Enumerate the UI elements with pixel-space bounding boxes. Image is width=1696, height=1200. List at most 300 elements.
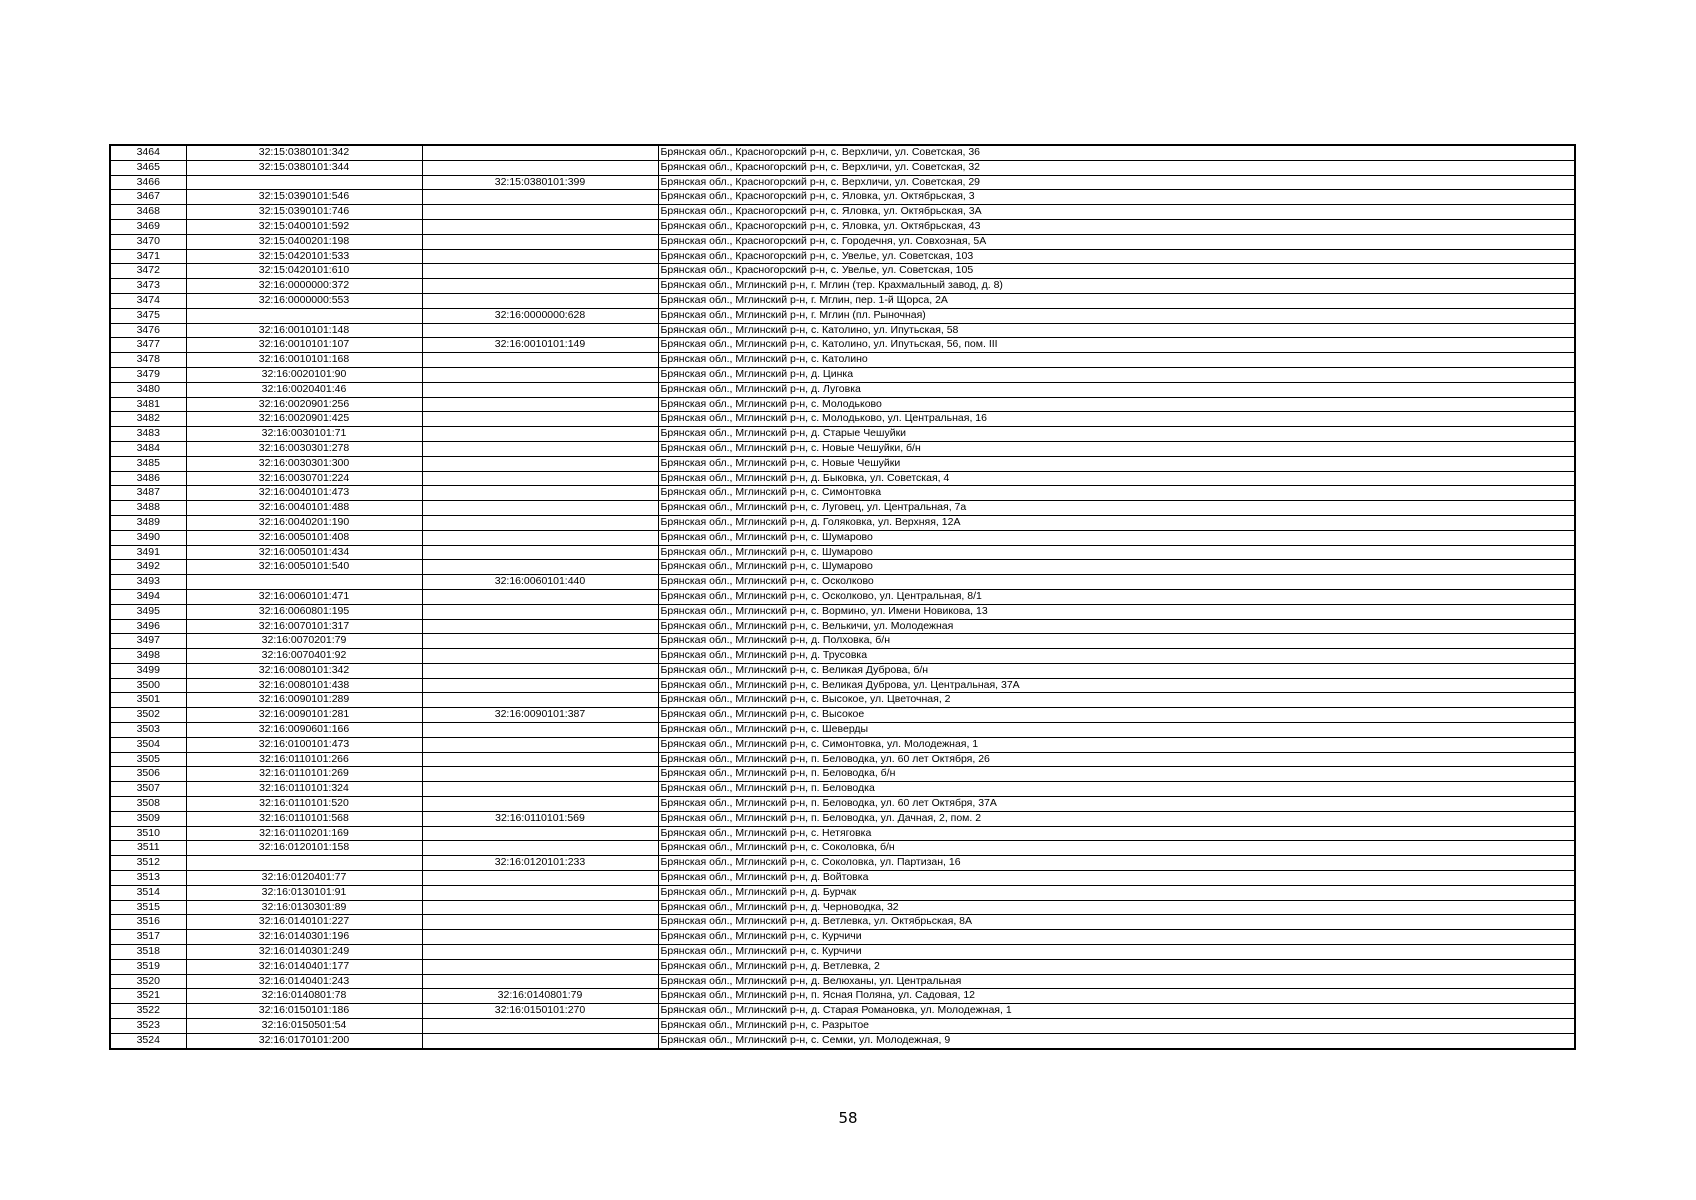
row-number-cell: 3508	[110, 797, 186, 812]
row-number-cell: 3496	[110, 619, 186, 634]
row-number-cell: 3515	[110, 900, 186, 915]
cadastral-number-cell: 32:15:0390101:546	[186, 190, 422, 205]
row-number-cell: 3516	[110, 915, 186, 930]
address-cell: Брянская обл., Мглинский р-н, с. Симонтовка	[658, 486, 1575, 501]
cadastral-number-cell	[186, 308, 422, 323]
address-cell: Брянская обл., Мглинский р-н, д. Войтовка	[658, 871, 1575, 886]
cadastral-number-cell	[186, 856, 422, 871]
address-cell: Брянская обл., Мглинский р-н, д. Ветлевка, ул. Октябрьская, 8А	[658, 915, 1575, 930]
secondary-cadastral-number-cell: 32:16:0010101:149	[422, 338, 658, 353]
address-cell: Брянская обл., Мглинский р-н, д. Бурчак	[658, 885, 1575, 900]
secondary-cadastral-number-cell: 32:16:0120101:233	[422, 856, 658, 871]
secondary-cadastral-number-cell	[422, 959, 658, 974]
row-number-cell: 3466	[110, 175, 186, 190]
address-cell: Брянская обл., Мглинский р-н, г. Мглин (пл. Рыночная)	[658, 308, 1575, 323]
table-row	[110, 589, 1575, 604]
row-number-cell: 3475	[110, 308, 186, 323]
secondary-cadastral-number-cell	[422, 279, 658, 294]
secondary-cadastral-number-cell	[422, 1019, 658, 1034]
secondary-cadastral-number-cell	[422, 145, 658, 160]
table-row	[110, 190, 1575, 205]
secondary-cadastral-number-cell	[422, 782, 658, 797]
table-row	[110, 264, 1575, 279]
row-number-cell: 3507	[110, 782, 186, 797]
page-number: 58	[838, 1109, 858, 1127]
address-cell: Брянская обл., Мглинский р-н, с. Молодьково, ул. Центральная, 16	[658, 412, 1575, 427]
address-cell: Брянская обл., Мглинский р-н, с. Новые Чешуйки	[658, 456, 1575, 471]
cadastral-number-cell: 32:16:0140401:177	[186, 959, 422, 974]
table-row	[110, 871, 1575, 886]
table-row	[110, 856, 1575, 871]
cadastral-number-cell: 32:16:0020901:256	[186, 397, 422, 412]
secondary-cadastral-number-cell	[422, 693, 658, 708]
table-row	[110, 604, 1575, 619]
address-cell: Брянская обл., Мглинский р-н, д. Цинка	[658, 367, 1575, 382]
table-row	[110, 427, 1575, 442]
row-number-cell: 3474	[110, 293, 186, 308]
table-row	[110, 1033, 1575, 1048]
secondary-cadastral-number-cell	[422, 634, 658, 649]
table-row	[110, 175, 1575, 190]
address-cell: Брянская обл., Мглинский р-н, д. Старая Романовка, ул. Молодежная, 1	[658, 1004, 1575, 1019]
cadastral-number-cell: 32:16:0090601:166	[186, 723, 422, 738]
table-row	[110, 959, 1575, 974]
row-number-cell: 3502	[110, 708, 186, 723]
cadastral-number-cell: 32:16:0010101:168	[186, 353, 422, 368]
cadastral-number-cell: 32:16:0020401:46	[186, 382, 422, 397]
table-row	[110, 782, 1575, 797]
row-number-cell: 3510	[110, 826, 186, 841]
secondary-cadastral-number-cell	[422, 945, 658, 960]
row-number-cell: 3469	[110, 219, 186, 234]
secondary-cadastral-number-cell	[422, 412, 658, 427]
secondary-cadastral-number-cell	[422, 604, 658, 619]
table-row	[110, 900, 1575, 915]
table-row	[110, 989, 1575, 1004]
row-number-cell: 3492	[110, 560, 186, 575]
address-cell: Брянская обл., Мглинский р-н, с. Католино, ул. Ипутьская, 56, пом. III	[658, 338, 1575, 353]
table-row	[110, 1004, 1575, 1019]
row-number-cell: 3518	[110, 945, 186, 960]
secondary-cadastral-number-cell: 32:16:0060101:440	[422, 575, 658, 590]
table-row	[110, 737, 1575, 752]
cadastral-number-cell: 32:16:0040101:473	[186, 486, 422, 501]
cadastral-number-cell: 32:16:0090101:289	[186, 693, 422, 708]
address-cell: Брянская обл., Мглинский р-н, с. Высокое, ул. Цветочная, 2	[658, 693, 1575, 708]
cadastral-number-cell: 32:15:0400201:198	[186, 234, 422, 249]
table-row	[110, 323, 1575, 338]
address-cell: Брянская обл., Мглинский р-н, д. Луговка	[658, 382, 1575, 397]
address-cell: Брянская обл., Мглинский р-н, д. Трусовка	[658, 649, 1575, 664]
secondary-cadastral-number-cell	[422, 930, 658, 945]
table-row	[110, 160, 1575, 175]
row-number-cell: 3479	[110, 367, 186, 382]
cadastral-number-cell: 32:16:0170101:200	[186, 1033, 422, 1048]
secondary-cadastral-number-cell: 32:16:0000000:628	[422, 308, 658, 323]
cadastral-number-cell: 32:16:0030701:224	[186, 471, 422, 486]
address-cell: Брянская обл., Мглинский р-н, п. Беловодка, ул. 60 лет Октября, 26	[658, 752, 1575, 767]
row-number-cell: 3486	[110, 471, 186, 486]
cadastral-number-cell: 32:16:0040201:190	[186, 515, 422, 530]
row-number-cell: 3522	[110, 1004, 186, 1019]
table-row	[110, 649, 1575, 664]
secondary-cadastral-number-cell	[422, 353, 658, 368]
secondary-cadastral-number-cell	[422, 205, 658, 220]
table-row	[110, 885, 1575, 900]
row-number-cell: 3517	[110, 930, 186, 945]
row-number-cell: 3506	[110, 767, 186, 782]
address-cell: Брянская обл., Мглинский р-н, с. Молодьково	[658, 397, 1575, 412]
address-cell: Брянская обл., Мглинский р-н, с. Семки, ул. Молодежная, 9	[658, 1033, 1575, 1048]
cadastral-number-cell: 32:16:0130101:91	[186, 885, 422, 900]
row-number-cell: 3493	[110, 575, 186, 590]
secondary-cadastral-number-cell	[422, 723, 658, 738]
address-cell: Брянская обл., Мглинский р-н, д. Полховка, б/н	[658, 634, 1575, 649]
row-number-cell: 3487	[110, 486, 186, 501]
cadastral-number-cell: 32:16:0140301:196	[186, 930, 422, 945]
row-number-cell: 3467	[110, 190, 186, 205]
secondary-cadastral-number-cell	[422, 1033, 658, 1048]
row-number-cell: 3480	[110, 382, 186, 397]
address-cell: Брянская обл., Мглинский р-н, д. Быковка, ул. Советская, 4	[658, 471, 1575, 486]
row-number-cell: 3520	[110, 974, 186, 989]
cadastral-number-cell: 32:16:0030101:71	[186, 427, 422, 442]
address-cell: Брянская обл., Мглинский р-н, п. Ясная Поляна, ул. Садовая, 12	[658, 989, 1575, 1004]
row-number-cell: 3519	[110, 959, 186, 974]
secondary-cadastral-number-cell	[422, 900, 658, 915]
table-row	[110, 412, 1575, 427]
table-row	[110, 338, 1575, 353]
cadastral-number-cell: 32:16:0110101:266	[186, 752, 422, 767]
secondary-cadastral-number-cell	[422, 678, 658, 693]
secondary-cadastral-number-cell	[422, 767, 658, 782]
address-cell: Брянская обл., Красногорский р-н, с. Верхличи, ул. Советская, 36	[658, 145, 1575, 160]
secondary-cadastral-number-cell	[422, 663, 658, 678]
secondary-cadastral-number-cell	[422, 456, 658, 471]
address-cell: Брянская обл., Мглинский р-н, с. Великая Дуброва, ул. Центральная, 37А	[658, 678, 1575, 693]
secondary-cadastral-number-cell	[422, 530, 658, 545]
address-cell: Брянская обл., Мглинский р-н, с. Католино, ул. Ипутьская, 58	[658, 323, 1575, 338]
table-row	[110, 841, 1575, 856]
row-number-cell: 3511	[110, 841, 186, 856]
address-cell: Брянская обл., Мглинский р-н, д. Велюханы, ул. Центральная	[658, 974, 1575, 989]
cadastral-number-cell: 32:16:0130301:89	[186, 900, 422, 915]
row-number-cell: 3473	[110, 279, 186, 294]
table-row	[110, 634, 1575, 649]
cadastral-number-cell: 32:16:0050101:434	[186, 545, 422, 560]
table-row	[110, 367, 1575, 382]
secondary-cadastral-number-cell	[422, 486, 658, 501]
cadastral-number-cell: 32:15:0380101:342	[186, 145, 422, 160]
cadastral-number-cell: 32:16:0140101:227	[186, 915, 422, 930]
table-row	[110, 486, 1575, 501]
address-cell: Брянская обл., Мглинский р-н, д. Черноводка, 32	[658, 900, 1575, 915]
table-row	[110, 945, 1575, 960]
row-number-cell: 3524	[110, 1033, 186, 1048]
address-cell: Брянская обл., Мглинский р-н, с. Курчичи	[658, 945, 1575, 960]
table-row	[110, 353, 1575, 368]
table-row	[110, 471, 1575, 486]
table-row	[110, 530, 1575, 545]
row-number-cell: 3476	[110, 323, 186, 338]
registry-table-body	[110, 145, 1575, 1049]
secondary-cadastral-number-cell	[422, 871, 658, 886]
address-cell: Брянская обл., Красногорский р-н, с. Яловка, ул. Октябрьская, 3	[658, 190, 1575, 205]
address-cell: Брянская обл., Мглинский р-н, п. Беловодка	[658, 782, 1575, 797]
cadastral-number-cell: 32:16:0080101:438	[186, 678, 422, 693]
address-cell: Брянская обл., Мглинский р-н, с. Соколовка, б/н	[658, 841, 1575, 856]
address-cell: Брянская обл., Мглинский р-н, г. Мглин (тер. Крахмальный завод, д. 8)	[658, 279, 1575, 294]
table-row	[110, 560, 1575, 575]
table-row	[110, 249, 1575, 264]
row-number-cell: 3505	[110, 752, 186, 767]
cadastral-number-cell: 32:16:0110101:520	[186, 797, 422, 812]
secondary-cadastral-number-cell	[422, 190, 658, 205]
cadastral-number-cell: 32:16:0060101:471	[186, 589, 422, 604]
address-cell: Брянская обл., Мглинский р-н, с. Осколково	[658, 575, 1575, 590]
cadastral-number-cell: 32:16:0150501:54	[186, 1019, 422, 1034]
cadastral-number-cell: 32:16:0140301:249	[186, 945, 422, 960]
row-number-cell: 3504	[110, 737, 186, 752]
table-row	[110, 397, 1575, 412]
row-number-cell: 3481	[110, 397, 186, 412]
address-cell: Брянская обл., Мглинский р-н, с. Вормино, ул. Имени Новикова, 13	[658, 604, 1575, 619]
table-row	[110, 708, 1575, 723]
table-row	[110, 145, 1575, 160]
address-cell: Брянская обл., Мглинский р-н, с. Симонтовка, ул. Молодежная, 1	[658, 737, 1575, 752]
cadastral-number-cell: 32:16:0140401:243	[186, 974, 422, 989]
secondary-cadastral-number-cell: 32:16:0110101:569	[422, 811, 658, 826]
cadastral-number-cell: 32:16:0030301:300	[186, 456, 422, 471]
row-number-cell: 3491	[110, 545, 186, 560]
secondary-cadastral-number-cell: 32:16:0140801:79	[422, 989, 658, 1004]
table-row	[110, 974, 1575, 989]
table-row	[110, 811, 1575, 826]
row-number-cell: 3465	[110, 160, 186, 175]
row-number-cell: 3484	[110, 441, 186, 456]
cadastral-number-cell: 32:16:0070101:317	[186, 619, 422, 634]
row-number-cell: 3470	[110, 234, 186, 249]
secondary-cadastral-number-cell	[422, 797, 658, 812]
property-registry-table	[109, 144, 1576, 1050]
secondary-cadastral-number-cell	[422, 219, 658, 234]
address-cell: Брянская обл., Мглинский р-н, с. Католино	[658, 353, 1575, 368]
row-number-cell: 3497	[110, 634, 186, 649]
address-cell: Брянская обл., Красногорский р-н, с. Увелье, ул. Советская, 103	[658, 249, 1575, 264]
secondary-cadastral-number-cell	[422, 264, 658, 279]
cadastral-number-cell: 32:16:0000000:372	[186, 279, 422, 294]
secondary-cadastral-number-cell	[422, 826, 658, 841]
address-cell: Брянская обл., Красногорский р-н, с. Увелье, ул. Советская, 105	[658, 264, 1575, 279]
address-cell: Брянская обл., Мглинский р-н, д. Старые Чешуйки	[658, 427, 1575, 442]
secondary-cadastral-number-cell	[422, 441, 658, 456]
cadastral-number-cell: 32:15:0400101:592	[186, 219, 422, 234]
address-cell: Брянская обл., Мглинский р-н, с. Высокое	[658, 708, 1575, 723]
table-row	[110, 456, 1575, 471]
secondary-cadastral-number-cell	[422, 619, 658, 634]
row-number-cell: 3485	[110, 456, 186, 471]
address-cell: Брянская обл., Мглинский р-н, п. Беловодка, ул. Дачная, 2, пом. 2	[658, 811, 1575, 826]
secondary-cadastral-number-cell	[422, 974, 658, 989]
address-cell: Брянская обл., Мглинский р-н, с. Осколково, ул. Центральная, 8/1	[658, 589, 1575, 604]
cadastral-number-cell: 32:16:0020101:90	[186, 367, 422, 382]
cadastral-number-cell	[186, 175, 422, 190]
secondary-cadastral-number-cell	[422, 649, 658, 664]
address-cell: Брянская обл., Мглинский р-н, с. Нетяговка	[658, 826, 1575, 841]
cadastral-number-cell: 32:16:0030301:278	[186, 441, 422, 456]
cadastral-number-cell	[186, 575, 422, 590]
row-number-cell: 3513	[110, 871, 186, 886]
row-number-cell: 3471	[110, 249, 186, 264]
table-row	[110, 545, 1575, 560]
secondary-cadastral-number-cell	[422, 545, 658, 560]
table-row	[110, 234, 1575, 249]
row-number-cell: 3521	[110, 989, 186, 1004]
table-row	[110, 693, 1575, 708]
cadastral-number-cell: 32:16:0120401:77	[186, 871, 422, 886]
cadastral-number-cell: 32:16:0140801:78	[186, 989, 422, 1004]
address-cell: Брянская обл., Мглинский р-н, д. Ветлевка, 2	[658, 959, 1575, 974]
address-cell: Брянская обл., Мглинский р-н, с. Велькичи, ул. Молодежная	[658, 619, 1575, 634]
table-row	[110, 575, 1575, 590]
row-number-cell: 3494	[110, 589, 186, 604]
secondary-cadastral-number-cell	[422, 367, 658, 382]
address-cell: Брянская обл., Мглинский р-н, с. Шумарово	[658, 545, 1575, 560]
table-row	[110, 767, 1575, 782]
cadastral-number-cell: 32:16:0150101:186	[186, 1004, 422, 1019]
cadastral-number-cell: 32:16:0050101:540	[186, 560, 422, 575]
cadastral-number-cell: 32:16:0080101:342	[186, 663, 422, 678]
cadastral-number-cell: 32:16:0020901:425	[186, 412, 422, 427]
cadastral-number-cell: 32:16:0100101:473	[186, 737, 422, 752]
address-cell: Брянская обл., Мглинский р-н, г. Мглин, пер. 1-й Щорса, 2А	[658, 293, 1575, 308]
secondary-cadastral-number-cell: 32:15:0380101:399	[422, 175, 658, 190]
secondary-cadastral-number-cell	[422, 589, 658, 604]
cadastral-number-cell: 32:16:0010101:148	[186, 323, 422, 338]
cadastral-number-cell: 32:16:0090101:281	[186, 708, 422, 723]
row-number-cell: 3464	[110, 145, 186, 160]
address-cell: Брянская обл., Красногорский р-н, с. Городечня, ул. Совхозная, 5А	[658, 234, 1575, 249]
secondary-cadastral-number-cell: 32:16:0150101:270	[422, 1004, 658, 1019]
row-number-cell: 3499	[110, 663, 186, 678]
cadastral-number-cell: 32:16:0110201:169	[186, 826, 422, 841]
address-cell: Брянская обл., Мглинский р-н, п. Беловодка, ул. 60 лет Октября, 37А	[658, 797, 1575, 812]
address-cell: Брянская обл., Мглинский р-н, п. Беловодка, б/н	[658, 767, 1575, 782]
address-cell: Брянская обл., Мглинский р-н, с. Великая Дуброва, б/н	[658, 663, 1575, 678]
row-number-cell: 3468	[110, 205, 186, 220]
address-cell: Брянская обл., Красногорский р-н, с. Яловка, ул. Октябрьская, 43	[658, 219, 1575, 234]
secondary-cadastral-number-cell	[422, 234, 658, 249]
table-row	[110, 441, 1575, 456]
secondary-cadastral-number-cell	[422, 737, 658, 752]
row-number-cell: 3477	[110, 338, 186, 353]
secondary-cadastral-number-cell	[422, 915, 658, 930]
table-row	[110, 678, 1575, 693]
cadastral-number-cell: 32:15:0390101:746	[186, 205, 422, 220]
row-number-cell: 3498	[110, 649, 186, 664]
secondary-cadastral-number-cell	[422, 471, 658, 486]
row-number-cell: 3478	[110, 353, 186, 368]
row-number-cell: 3482	[110, 412, 186, 427]
address-cell: Брянская обл., Мглинский р-н, с. Луговец, ул. Центральная, 7а	[658, 501, 1575, 516]
cadastral-number-cell: 32:16:0000000:553	[186, 293, 422, 308]
table-row	[110, 219, 1575, 234]
cadastral-number-cell: 32:16:0060801:195	[186, 604, 422, 619]
address-cell: Брянская обл., Мглинский р-н, с. Шумарово	[658, 560, 1575, 575]
address-cell: Брянская обл., Мглинский р-н, с. Новые Чешуйки, б/н	[658, 441, 1575, 456]
table-row	[110, 293, 1575, 308]
cadastral-number-cell: 32:16:0010101:107	[186, 338, 422, 353]
address-cell: Брянская обл., Мглинский р-н, с. Разрытое	[658, 1019, 1575, 1034]
table-row	[110, 797, 1575, 812]
cadastral-number-cell: 32:15:0380101:344	[186, 160, 422, 175]
table-row	[110, 915, 1575, 930]
table-row	[110, 752, 1575, 767]
secondary-cadastral-number-cell	[422, 293, 658, 308]
secondary-cadastral-number-cell	[422, 560, 658, 575]
row-number-cell: 3514	[110, 885, 186, 900]
secondary-cadastral-number-cell: 32:16:0090101:387	[422, 708, 658, 723]
cadastral-number-cell: 32:16:0070401:92	[186, 649, 422, 664]
row-number-cell: 3472	[110, 264, 186, 279]
table-row	[110, 619, 1575, 634]
row-number-cell: 3488	[110, 501, 186, 516]
table-row	[110, 826, 1575, 841]
secondary-cadastral-number-cell	[422, 501, 658, 516]
address-cell: Брянская обл., Красногорский р-н, с. Верхличи, ул. Советская, 29	[658, 175, 1575, 190]
address-cell: Брянская обл., Красногорский р-н, с. Верхличи, ул. Советская, 32	[658, 160, 1575, 175]
row-number-cell: 3509	[110, 811, 186, 826]
row-number-cell: 3512	[110, 856, 186, 871]
row-number-cell: 3495	[110, 604, 186, 619]
table-row	[110, 279, 1575, 294]
secondary-cadastral-number-cell	[422, 841, 658, 856]
table-row	[110, 308, 1575, 323]
secondary-cadastral-number-cell	[422, 249, 658, 264]
cadastral-number-cell: 32:15:0420101:610	[186, 264, 422, 279]
cadastral-number-cell: 32:16:0040101:488	[186, 501, 422, 516]
row-number-cell: 3483	[110, 427, 186, 442]
table-row	[110, 382, 1575, 397]
cadastral-number-cell: 32:16:0070201:79	[186, 634, 422, 649]
table-row	[110, 663, 1575, 678]
cadastral-number-cell: 32:15:0420101:533	[186, 249, 422, 264]
secondary-cadastral-number-cell	[422, 382, 658, 397]
address-cell: Брянская обл., Мглинский р-н, с. Шеверды	[658, 723, 1575, 738]
secondary-cadastral-number-cell	[422, 885, 658, 900]
address-cell: Брянская обл., Красногорский р-н, с. Яловка, ул. Октябрьская, 3А	[658, 205, 1575, 220]
table-row	[110, 501, 1575, 516]
cadastral-number-cell: 32:16:0110101:324	[186, 782, 422, 797]
row-number-cell: 3501	[110, 693, 186, 708]
secondary-cadastral-number-cell	[422, 752, 658, 767]
table-row	[110, 1019, 1575, 1034]
secondary-cadastral-number-cell	[422, 397, 658, 412]
table-row	[110, 515, 1575, 530]
row-number-cell: 3489	[110, 515, 186, 530]
secondary-cadastral-number-cell	[422, 515, 658, 530]
secondary-cadastral-number-cell	[422, 323, 658, 338]
table-row	[110, 930, 1575, 945]
address-cell: Брянская обл., Мглинский р-н, с. Соколовка, ул. Партизан, 16	[658, 856, 1575, 871]
cadastral-number-cell: 32:16:0110101:568	[186, 811, 422, 826]
secondary-cadastral-number-cell	[422, 160, 658, 175]
address-cell: Брянская обл., Мглинский р-н, с. Шумарово	[658, 530, 1575, 545]
row-number-cell: 3503	[110, 723, 186, 738]
secondary-cadastral-number-cell	[422, 427, 658, 442]
table-row	[110, 723, 1575, 738]
cadastral-number-cell: 32:16:0050101:408	[186, 530, 422, 545]
